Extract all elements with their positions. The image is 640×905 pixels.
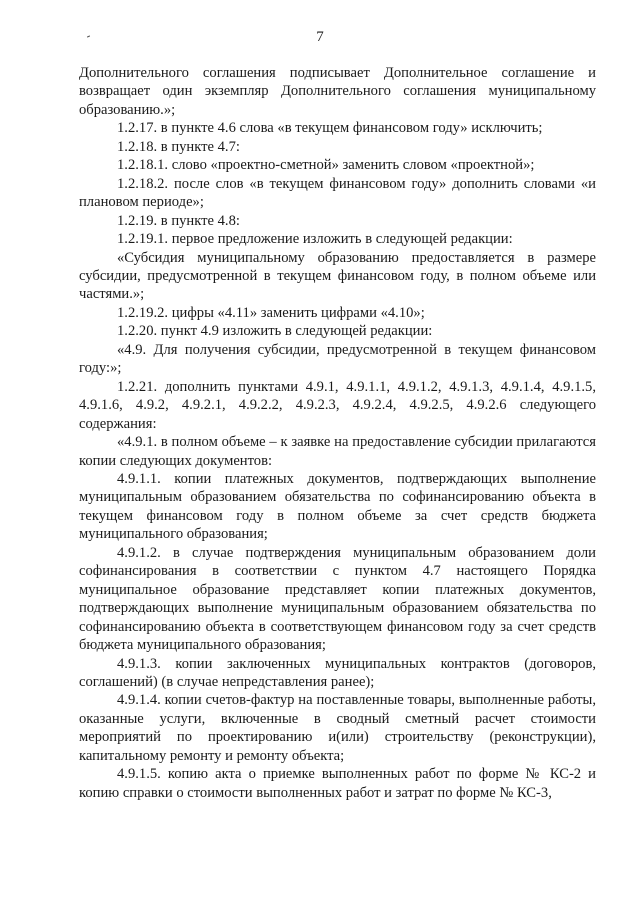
- paragraph-1-2-17: 1.2.17. в пункте 4.6 слова «в текущем финансовом году» исключить;: [117, 120, 543, 137]
- paragraph-1-2-19-2: 1.2.19.2. цифры «4.11» заменить цифрами «4.10»;: [117, 304, 425, 321]
- paragraph-1-2-20: 1.2.20. пункт 4.9 изложить в следующей редакции:: [117, 323, 433, 340]
- paragraph-continuation: Дополнительного соглашения подписывает Дополнительное соглашение и возвращает один экземпляр Дополнительного соглашения муниципальному образованию.»;: [79, 65, 596, 118]
- paragraph-quoted-4-9: «4.9. Для получения субсидии, предусмотренной в текущем финансовом году:»;: [79, 341, 596, 377]
- paragraph-4-9-1-4: 4.9.1.4. копии счетов-фактур на поставленные товары, выполненные работы, оказанные услуги, включенные в сводный сметный расчет стоимости мероприятий по проектированию и(или) строительству (реконструкции), капитальному ремонту и ремонту объекта;: [79, 692, 596, 764]
- paragraph-1-2-19: 1.2.19. в пункте 4.8:: [117, 212, 240, 229]
- paragraph-1-2-18-2: 1.2.18.2. после слов «в текущем финансовом году» дополнить словами «и плановом периоде»;: [79, 175, 596, 211]
- paragraph-1-2-18: 1.2.18. в пункте 4.7:: [117, 138, 240, 155]
- paragraph-4-9-1-2: 4.9.1.2. в случае подтверждения муниципальным образованием доли софинансирования в соответствии с пунктом 4.7 настоящего Порядка муниципальное образование представляет копии платежных документов, подтверждающих выполнение муниципальным образованием обязательства по софинансированию объекта в соответствующем финансовом году за счет средств бюджета муниципального образования;: [79, 544, 596, 654]
- paragraph-4-9-1-1: 4.9.1.1. копии платежных документов, подтверждающих выполнение муниципальным образованием обязательства по софинансированию объекта в текущем финансовом году в полном объеме за счет средств бюджета муниципального образования;: [79, 470, 596, 543]
- paragraph-1-2-21: 1.2.21. дополнить пунктами 4.9.1, 4.9.1.1, 4.9.1.2, 4.9.1.3, 4.9.1.4, 4.9.1.5, 4.9.1.6, 4.9.2, 4.9.2.1, 4.9.2.2, 4.9.2.3, 4.9.2.4, 4.9.2.5, 4.9.2.6 следующего содержания:: [79, 378, 596, 432]
- paragraph-1-2-19-1: 1.2.19.1. первое предложение изложить в следующей редакции:: [117, 231, 513, 248]
- paragraph-1-2-18-1: 1.2.18.1. слово «проектно-сметной» заменить словом «проектной»;: [117, 157, 535, 174]
- paragraph-quoted-subsidy: «Субсидия муниципальному образованию предоставляется в размере субсидии, предусмотренной в текущем финансовом году, в полном объеме или частями.»;: [79, 249, 596, 303]
- paragraph-4-9-1-5: 4.9.1.5. копию акта о приемке выполненных работ по форме № КС-2 и копию справки о стоимости выполненных работ и затрат по форме № КС-3,: [79, 766, 596, 801]
- paragraph-4-9-1-3: 4.9.1.3. копии заключенных муниципальных контрактов (договоров, соглашений) (в случае непредставления ранее);: [79, 655, 596, 690]
- page-number: 7: [316, 29, 324, 45]
- document-body: [79, 64, 596, 802]
- paragraph-4-9-1: «4.9.1. в полном объеме – к заявке на предоставление субсидии прилагаются копии следующих документов:: [79, 434, 596, 469]
